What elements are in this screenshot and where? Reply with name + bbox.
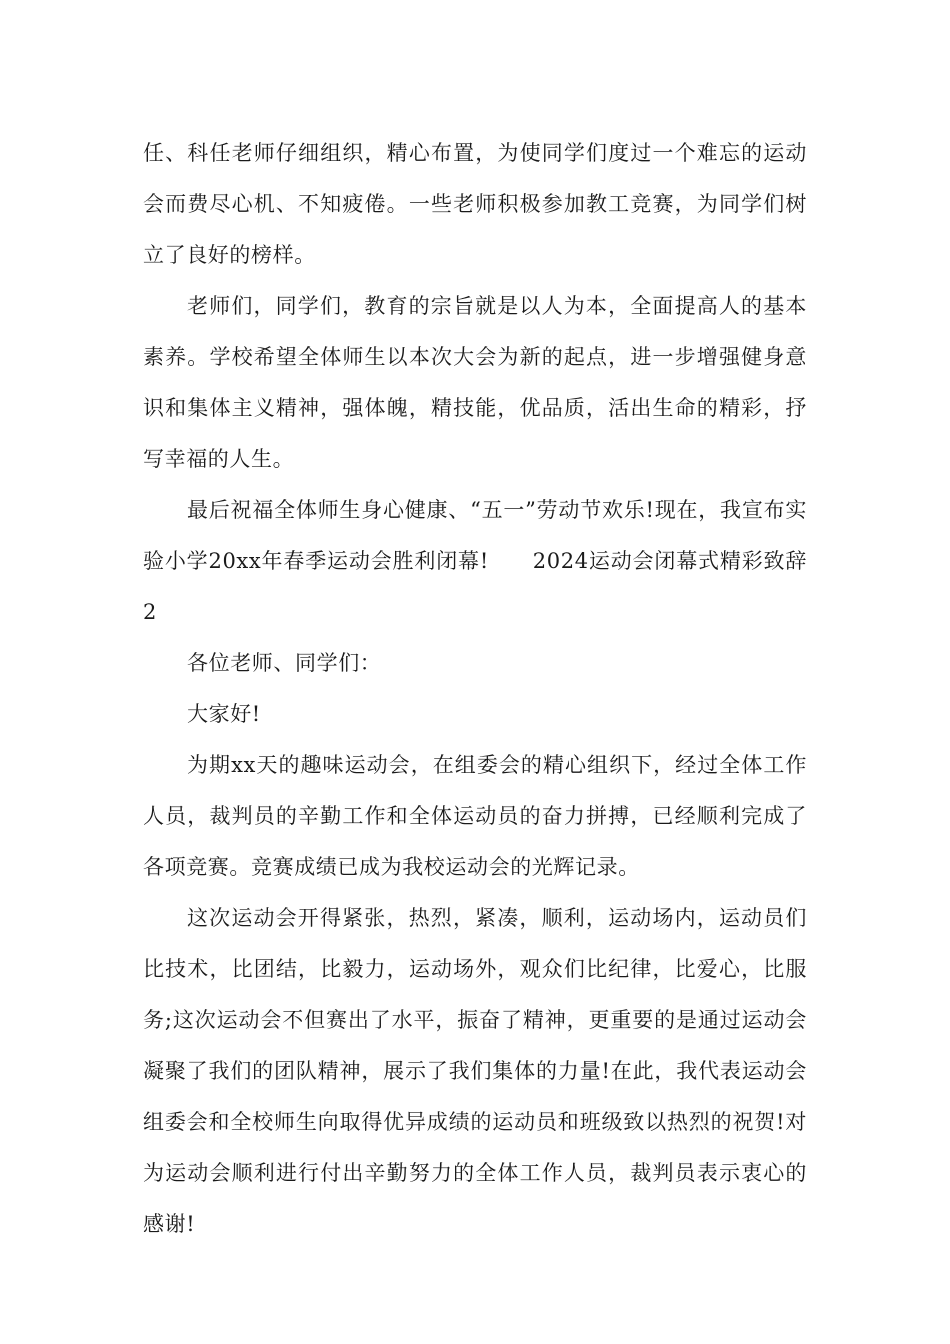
paragraph-education-purpose: 老师们，同学们，教育的宗旨就是以人为本，全面提高人的基本素养。学校希望全体师生以本次大会为新的起点，进一步增强健身意识和集体主义精神，强体魄，精技能，优品质，活出生命的精彩，抒写幸福的人生。 <box>143 294 807 471</box>
paragraph-greeting: 大家好! <box>187 702 261 726</box>
paragraph-event-praise: 这次运动会开得紧张，热烈，紧凑，顺利，运动场内，运动员们比技术，比团结，比毅力，运动场外，观众们比纪律，比爱心，比服务;这次运动会不但赛出了水平，振奋了精神，更重要的是通过运动会凝聚了我们的团队精神，展示了我们集体的力量!在此，我代表运动会组委会和全校师生向取得优异成绩的运动员和班级致以热烈的祝贺!对为运动会顺利进行付出辛勤努力的全体工作人员，裁判员表示衷心的感谢! <box>143 906 807 1236</box>
paragraph-closing-announcement: 最后祝福全体师生身心健康、“五一”劳动节欢乐!现在，我宣布实验小学20xx年春季运动会胜利闭幕! 2024运动会闭幕式精彩致辞2 <box>143 498 807 624</box>
paragraph-salutation: 各位老师、同学们： <box>187 651 382 675</box>
document-body <box>143 128 807 1250</box>
paragraph-event-summary: 为期xx天的趣味运动会，在组委会的精心组织下，经过全体工作人员，裁判员的辛勤工作和全体运动员的奋力拼搏，已经顺利完成了各项竞赛。竞赛成绩已成为我校运动会的光辉记录。 <box>143 753 807 879</box>
paragraph-continued: 任、科任老师仔细组织，精心布置，为使同学们度过一个难忘的运动会而费尽心机、不知疲倦。一些老师积极参加教工竞赛，为同学们树立了良好的榜样。 <box>143 141 807 267</box>
